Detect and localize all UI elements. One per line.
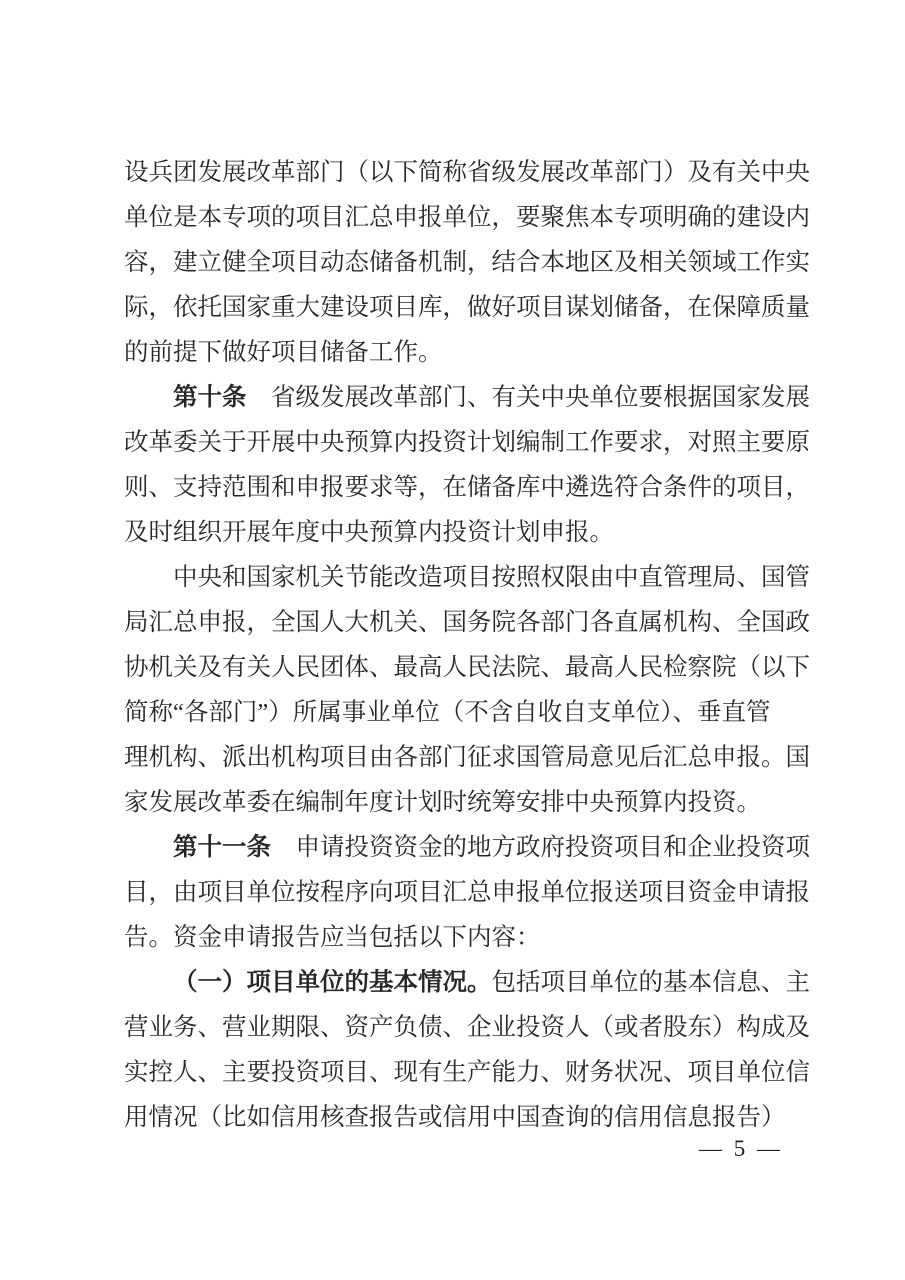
text-line [124, 285, 810, 330]
text-line [124, 510, 804, 555]
text-line [124, 240, 810, 285]
text-segment: 的前提下做好项目储备工作。 [124, 339, 443, 366]
text-line [124, 915, 804, 960]
text-segment: 中央和国家机关节能改造项目按照权限由中直管理局、国管 [173, 564, 810, 591]
text-segment: 省级发展改革部门、有关中央单位要根据国家发展 [246, 384, 810, 411]
text-line [124, 690, 804, 735]
text-line [124, 150, 810, 195]
text-line [124, 825, 810, 870]
paragraph [124, 960, 810, 1140]
bold-heading-segment: 第十一条 [173, 834, 271, 861]
text-segment: 设兵团发展改革部门（以下简称省级发展改革部门）及有关中央 [124, 159, 810, 186]
text-segment: 营业务、营业期限、资产负债、企业投资人（或者股东）构成及 [124, 1014, 810, 1041]
paragraph [124, 150, 810, 375]
text-line [124, 600, 810, 645]
text-segment: 容，建立健全项目动态储备机制，结合本地区及相关领域工作实 [124, 249, 810, 276]
text-segment: 申请投资资金的地方政府投资项目和企业投资项 [271, 834, 810, 861]
text-segment: 用情况（比如信用核查报告或信用中国查询的信用信息报告） [124, 1104, 786, 1131]
text-segment: 际，依托国家重大建设项目库，做好项目谋划储备，在保障质量 [124, 294, 810, 321]
text-segment: 理机构、派出机构项目由各部门征求国管局意见后汇总申报。国 [124, 744, 810, 771]
text-segment: 家发展改革委在编制年度计划时统筹安排中央预算内投资。 [124, 789, 761, 816]
text-line [124, 465, 810, 510]
text-line [124, 195, 810, 240]
text-segment: 简称“各部门”）所属事业单位（不含自收自支单位）、垂直管 [124, 699, 771, 726]
text-segment: 改革委关于开展中央预算内投资计划编制工作要求，对照主要原 [124, 429, 810, 456]
text-line [124, 960, 810, 1005]
text-line [124, 555, 810, 600]
text-line [124, 1005, 810, 1050]
text-line [124, 870, 810, 915]
text-line [124, 420, 810, 465]
document-body [124, 150, 810, 1140]
text-segment: 协机关及有关人民团体、最高人民法院、最高人民检察院（以下 [124, 654, 810, 681]
page-number: — 5 — [699, 1136, 783, 1161]
paragraph [124, 375, 810, 555]
text-segment: 及时组织开展年度中央预算内投资计划申报。 [124, 519, 614, 546]
text-segment: 告。资金申请报告应当包括以下内容： [124, 924, 541, 951]
text-segment: 包括项目单位的基本信息、主 [491, 969, 810, 996]
paragraph [124, 825, 810, 960]
text-segment: 实控人、主要投资项目、现有生产能力、财务状况、项目单位信 [124, 1059, 810, 1086]
text-line [124, 780, 804, 825]
text-segment: 单位是本专项的项目汇总申报单位，要聚焦本专项明确的建设内 [124, 204, 810, 231]
text-line [124, 645, 810, 690]
text-line [124, 1095, 804, 1140]
text-segment: 目，由项目单位按程序向项目汇总申报单位报送项目资金申请报 [124, 879, 810, 906]
text-line [124, 330, 804, 375]
text-line [124, 375, 810, 420]
text-line [124, 1050, 810, 1095]
text-segment: 则、支持范围和申报要求等，在储备库中遴选符合条件的项目， [124, 474, 810, 501]
paragraph [124, 555, 810, 825]
text-segment: 局汇总申报，全国人大机关、国务院各部门各直属机构、全国政 [124, 609, 810, 636]
bold-heading-segment: 第十条 [173, 384, 247, 411]
bold-heading-segment: （一）项目单位的基本情况。 [173, 969, 492, 996]
text-line [124, 735, 810, 780]
